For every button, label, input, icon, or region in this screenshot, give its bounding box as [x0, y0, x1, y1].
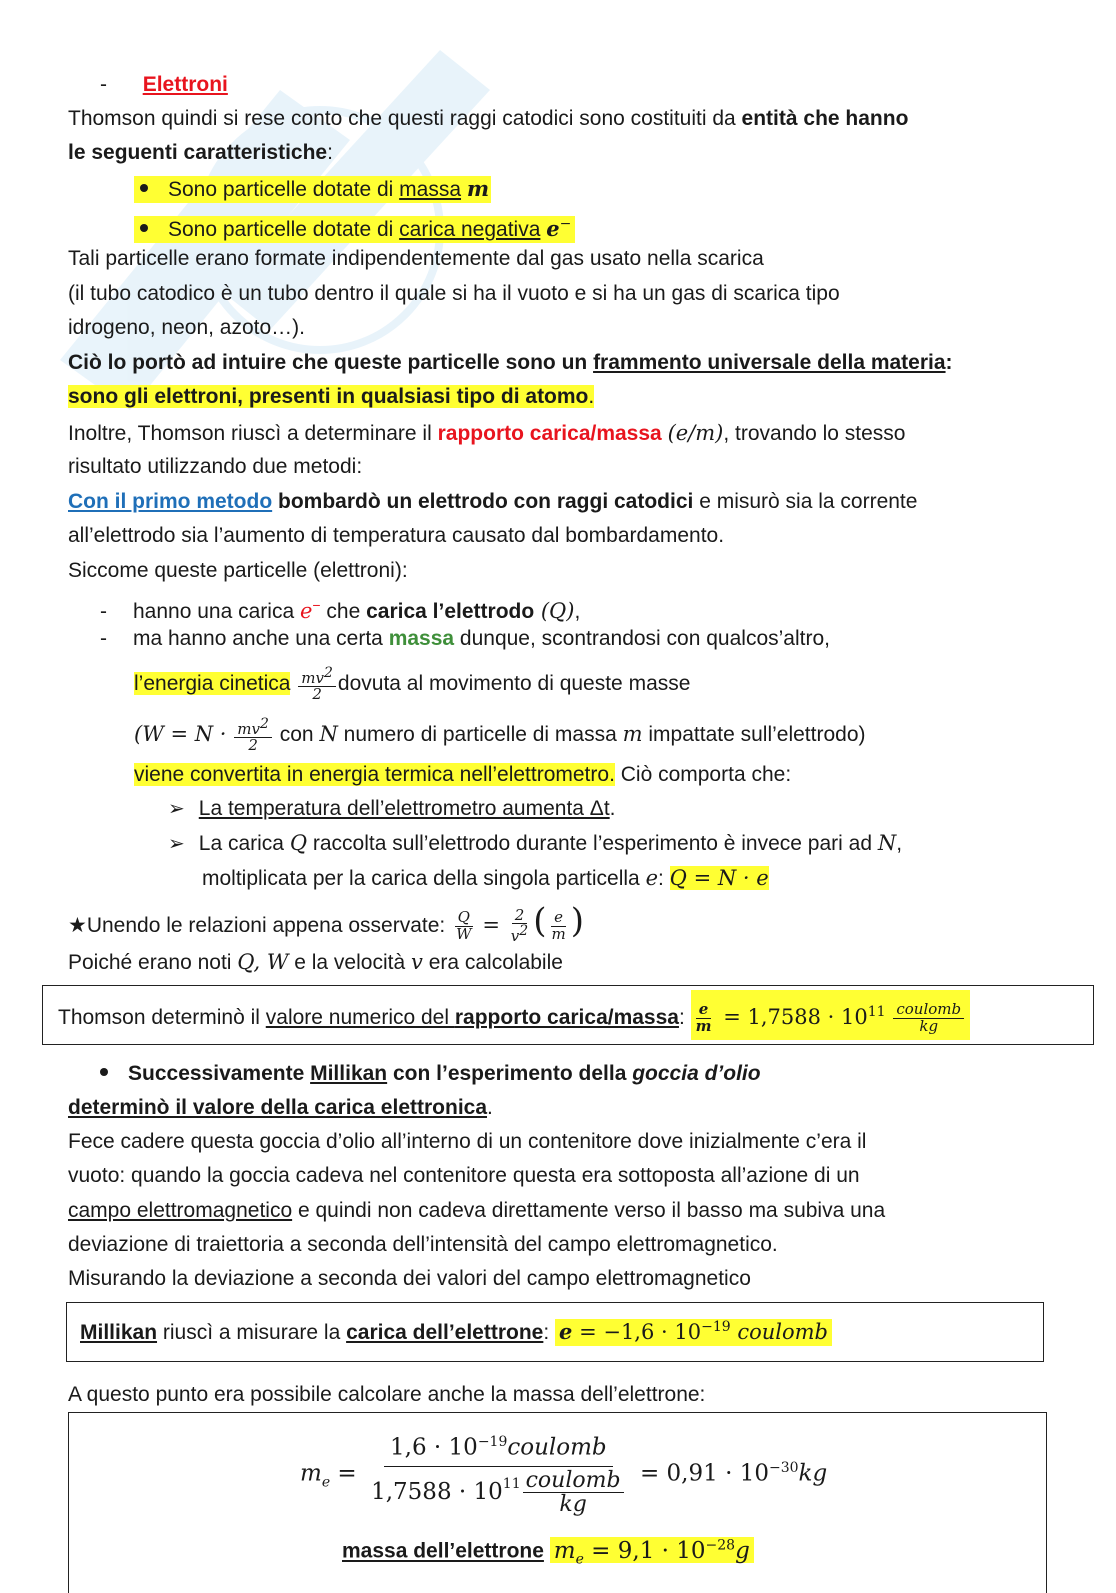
highlight: . — [588, 385, 595, 408]
math-symbol: N — [877, 831, 897, 855]
bullet-item — [134, 172, 491, 207]
paragraph-line: Siccome queste particelle (elettroni): — [68, 559, 408, 582]
bold-text: carica l’elettrodo — [366, 600, 535, 623]
blue-link-text: Con il primo metodo — [68, 490, 273, 513]
underlined-text: frammento universale della materia — [593, 351, 946, 374]
text: moltiplicata per la carica della singola particella — [202, 867, 646, 890]
text: Sono particelle dotate di — [168, 218, 400, 241]
numerator: e — [696, 1002, 712, 1019]
superscript: 2 — [323, 664, 333, 681]
math-symbol: N — [319, 722, 338, 746]
arrow-item — [168, 826, 902, 861]
fraction — [693, 1002, 715, 1035]
math-symbol: m — [553, 1537, 576, 1564]
text: . — [487, 1096, 493, 1119]
highlight: viene convertita in energia termica nell’elettrometro. — [134, 763, 615, 786]
text: e misurò sia la corrente — [693, 490, 918, 513]
text: . — [609, 797, 616, 820]
highlight — [691, 990, 970, 1040]
left-paren-icon: ( — [533, 901, 547, 941]
math-expression: (Q) — [534, 599, 575, 623]
superscript: 2 — [519, 923, 529, 940]
text: Poiché erano noti — [68, 951, 238, 974]
bold-text: bombardò un elettrodo con raggi catodici — [272, 490, 694, 513]
math-expression: Q, W — [237, 950, 289, 974]
highlight: Q = N · e — [669, 866, 769, 890]
red-text: rapporto carica/massa — [437, 422, 662, 445]
math-symbol: m — [622, 722, 643, 746]
paragraph-line: idrogeno, neon, azoto…). — [68, 316, 305, 339]
numerator: mv — [301, 668, 324, 687]
paragraph-line: Fece cadere questa goccia d’olio all’interno di un contenitore dove inizialmente c’era il — [68, 1130, 867, 1153]
text: Inoltre, Thomson riuscì a determinare il — [68, 422, 438, 445]
mass-fraction — [365, 1433, 631, 1516]
underlined-text: campo elettromagnetico — [68, 1199, 293, 1222]
conversion-line — [134, 758, 791, 792]
bold-text: Ciò lo portò ad intuire che queste particelle sono un — [68, 351, 594, 374]
paragraph-line — [68, 102, 908, 136]
denominator: m — [551, 924, 566, 943]
paragraph-line — [68, 945, 563, 980]
equals-sign: = — [482, 913, 500, 937]
underlined-text: carica negativa — [399, 218, 541, 241]
highlight: sono gli elettroni, presenti in qualsiasi tipo di atomo — [68, 385, 589, 408]
underlined-bold-text: massa dell’elettrone — [342, 1539, 544, 1563]
text: raccolta sull’elettrodo durante l’esperimento è invece pari ad — [307, 832, 878, 855]
exponent: 11 — [502, 1476, 521, 1493]
unit: kg — [798, 1460, 828, 1487]
bullet-item — [134, 207, 575, 247]
paragraph-line — [68, 1091, 493, 1125]
math-symbol: m — [300, 1460, 322, 1487]
mass-equation — [300, 1418, 827, 1532]
bullet-icon — [140, 184, 148, 192]
paragraph-line — [68, 485, 917, 519]
kinetic-energy-line — [134, 656, 690, 712]
arrow-bullet-icon: ➢ — [168, 833, 185, 855]
paragraph-line: all’elettrodo sia l’aumento di temperatura causato dal bombardamento. — [68, 524, 725, 547]
green-text: massa — [388, 627, 455, 650]
exponent: −30 — [768, 1460, 799, 1476]
denominator: W — [456, 924, 472, 943]
text: dunque, scontrandosi con qualcos’altro, — [454, 627, 830, 650]
math-expression: (e/m) — [667, 421, 724, 445]
text: Ciò comporta che: — [614, 763, 792, 786]
text: : — [658, 867, 670, 890]
underlined-bold-text: Millikan — [80, 1321, 158, 1344]
bullet-icon — [100, 1068, 108, 1076]
paragraph-line — [68, 1194, 885, 1228]
math-symbol: e — [546, 216, 560, 241]
text: che — [320, 600, 367, 623]
denominator: v — [510, 927, 520, 946]
numerator: e — [551, 910, 566, 927]
bold-text: con l’esperimento della — [387, 1062, 633, 1085]
math-symbol: Q — [289, 831, 308, 855]
underlined-text: Millikan — [310, 1062, 388, 1085]
math-symbol: e — [299, 599, 313, 623]
text: : — [678, 1006, 691, 1029]
exponent: −19 — [701, 1319, 731, 1335]
highlight — [134, 176, 491, 203]
bullet-icon — [140, 224, 148, 232]
text: numero di particelle di massa — [337, 723, 623, 746]
paragraph-line: risultato utilizzando due metodi: — [68, 455, 363, 478]
fraction — [508, 905, 531, 946]
denominator: 2 — [312, 685, 322, 704]
paragraph-line — [68, 380, 594, 414]
unit: coulomb — [507, 1434, 607, 1461]
paragraph-line — [68, 416, 905, 451]
paragraph-line: Misurando la deviazione a seconda dei valori del campo elettromagnetico — [68, 1267, 751, 1290]
text: dovuta al movimento di queste masse — [337, 672, 691, 695]
underlined-text: La temperatura dell’elettrometro aumenta Δt — [198, 797, 610, 820]
underlined-bold-text: carica dell’elettrone — [346, 1321, 544, 1344]
work-line — [134, 706, 866, 763]
math-value: = −1,6 · 10 — [572, 1320, 702, 1344]
text: Sono particelle dotate di — [168, 178, 400, 201]
text: impattate sull’elettrodo) — [642, 723, 866, 746]
math-expression: (W = N · — [134, 722, 227, 746]
superscript: 2 — [260, 715, 269, 732]
numerator: 2 — [512, 908, 528, 925]
paragraph-line: (il tubo catodico è un tubo dentro il quale si ha il vuoto e si ha un gas di scarica tipo — [68, 282, 840, 305]
text: Unendo le relazioni appena osservate: — [86, 914, 452, 937]
denominator: kg — [919, 1016, 939, 1035]
math-symbol: e — [645, 866, 658, 890]
dash-marker: - — [100, 73, 107, 96]
subscript: e — [575, 1551, 584, 1568]
math-value: = 9,1 · 10 — [583, 1537, 706, 1564]
bold-text: le seguenti caratteristiche — [68, 141, 328, 164]
math-symbol: v — [410, 950, 423, 974]
paragraph-line — [68, 346, 953, 380]
paragraph-line: A questo punto era possibile calcolare anche la massa dell’elettrone: — [68, 1383, 706, 1406]
highlight — [555, 1319, 832, 1346]
numerator: coulomb — [893, 1002, 964, 1019]
arrow-item — [168, 792, 616, 826]
math-value: = 0,91 · 10 — [639, 1460, 769, 1487]
unit: coulomb — [730, 1320, 828, 1344]
unit: g — [735, 1537, 750, 1564]
heading-line — [100, 68, 228, 102]
math-superscript: − — [312, 597, 321, 613]
bold-text: entità che hanno — [741, 107, 909, 130]
denominator: kg — [559, 1491, 587, 1517]
fraction — [548, 910, 568, 943]
fraction — [523, 1469, 624, 1516]
underlined-bold-text: rapporto carica/massa — [454, 1006, 679, 1029]
text: ma hanno anche una certa — [133, 627, 389, 650]
fraction — [234, 717, 272, 755]
thomson-result-line — [58, 990, 970, 1043]
exponent: 11 — [867, 1004, 886, 1020]
text: era calcolabile — [422, 951, 563, 974]
exponent: −28 — [705, 1537, 736, 1553]
math-symbol: e — [559, 1319, 573, 1344]
text: , — [574, 600, 581, 623]
text: : — [543, 1321, 556, 1344]
text: La carica — [198, 832, 290, 855]
subscript: e — [321, 1474, 331, 1491]
text: riuscì a misurare la — [157, 1321, 347, 1344]
text: hanno una carica — [133, 600, 300, 623]
highlight: l’energia cinetica — [134, 672, 291, 695]
highlight — [134, 216, 575, 243]
denominator: 2 — [248, 736, 258, 755]
fraction — [298, 666, 336, 704]
text: e quindi non cadeva direttamente verso il basso ma subiva una — [292, 1199, 886, 1222]
paragraph-line — [202, 861, 769, 896]
math-value: = 1,7588 · 10 — [716, 1005, 868, 1029]
underlined-bold-text: determinò il valore della carica elettronica — [68, 1096, 488, 1119]
paragraph-line: Tali particelle erano formate indipendentemente dal gas usato nella scarica — [68, 247, 764, 270]
text: Thomson determinò il — [58, 1006, 266, 1029]
millikan-result-line — [80, 1310, 832, 1350]
math-superscript: − — [559, 216, 572, 232]
text: , — [896, 832, 903, 855]
paragraph-line — [68, 136, 333, 170]
numerator: coulomb — [523, 1469, 624, 1493]
text: : — [327, 141, 333, 164]
star-icon: ★ — [68, 914, 87, 937]
fraction — [453, 910, 474, 943]
arrow-bullet-icon: ➢ — [168, 798, 185, 820]
mass-result-line — [342, 1528, 754, 1576]
italic-text: goccia d’olio — [632, 1062, 761, 1085]
exponent: −19 — [477, 1434, 508, 1451]
dash-marker: - — [100, 627, 107, 650]
text: Thomson quindi si rese conto che questi raggi catodici sono costituiti da — [68, 107, 742, 130]
bold-text: : — [945, 351, 953, 374]
dash-item — [100, 622, 830, 656]
underlined-text: valore numerico del — [265, 1006, 455, 1029]
paragraph-line: deviazione di traiettoria a seconda dell’intensità del campo elettromagnetico. — [68, 1233, 778, 1256]
text: e la velocità — [288, 951, 411, 974]
paragraph-line: vuoto: quando la goccia cadeva nel contenitore questa era sottoposta all’azione di un — [68, 1164, 860, 1187]
heading: Elettroni — [142, 73, 228, 96]
underlined-text: massa — [399, 178, 462, 201]
text: , trovando lo stesso — [723, 422, 906, 445]
fraction — [893, 1002, 964, 1035]
numerator: 1,6 · 10 — [390, 1434, 478, 1461]
highlight — [550, 1537, 754, 1568]
bullet-item — [100, 1057, 761, 1091]
math-symbol: m — [466, 176, 490, 201]
right-paren-icon: ) — [570, 901, 584, 941]
numerator: Q — [455, 910, 473, 927]
equals-sign: = — [330, 1460, 357, 1487]
bold-text: Successivamente — [128, 1062, 311, 1085]
denominator: 1,7588 · 10 — [371, 1479, 503, 1506]
dash-marker: - — [100, 600, 107, 623]
text: con — [273, 723, 320, 746]
numerator: mv — [237, 719, 260, 738]
denominator: m — [695, 1016, 712, 1035]
